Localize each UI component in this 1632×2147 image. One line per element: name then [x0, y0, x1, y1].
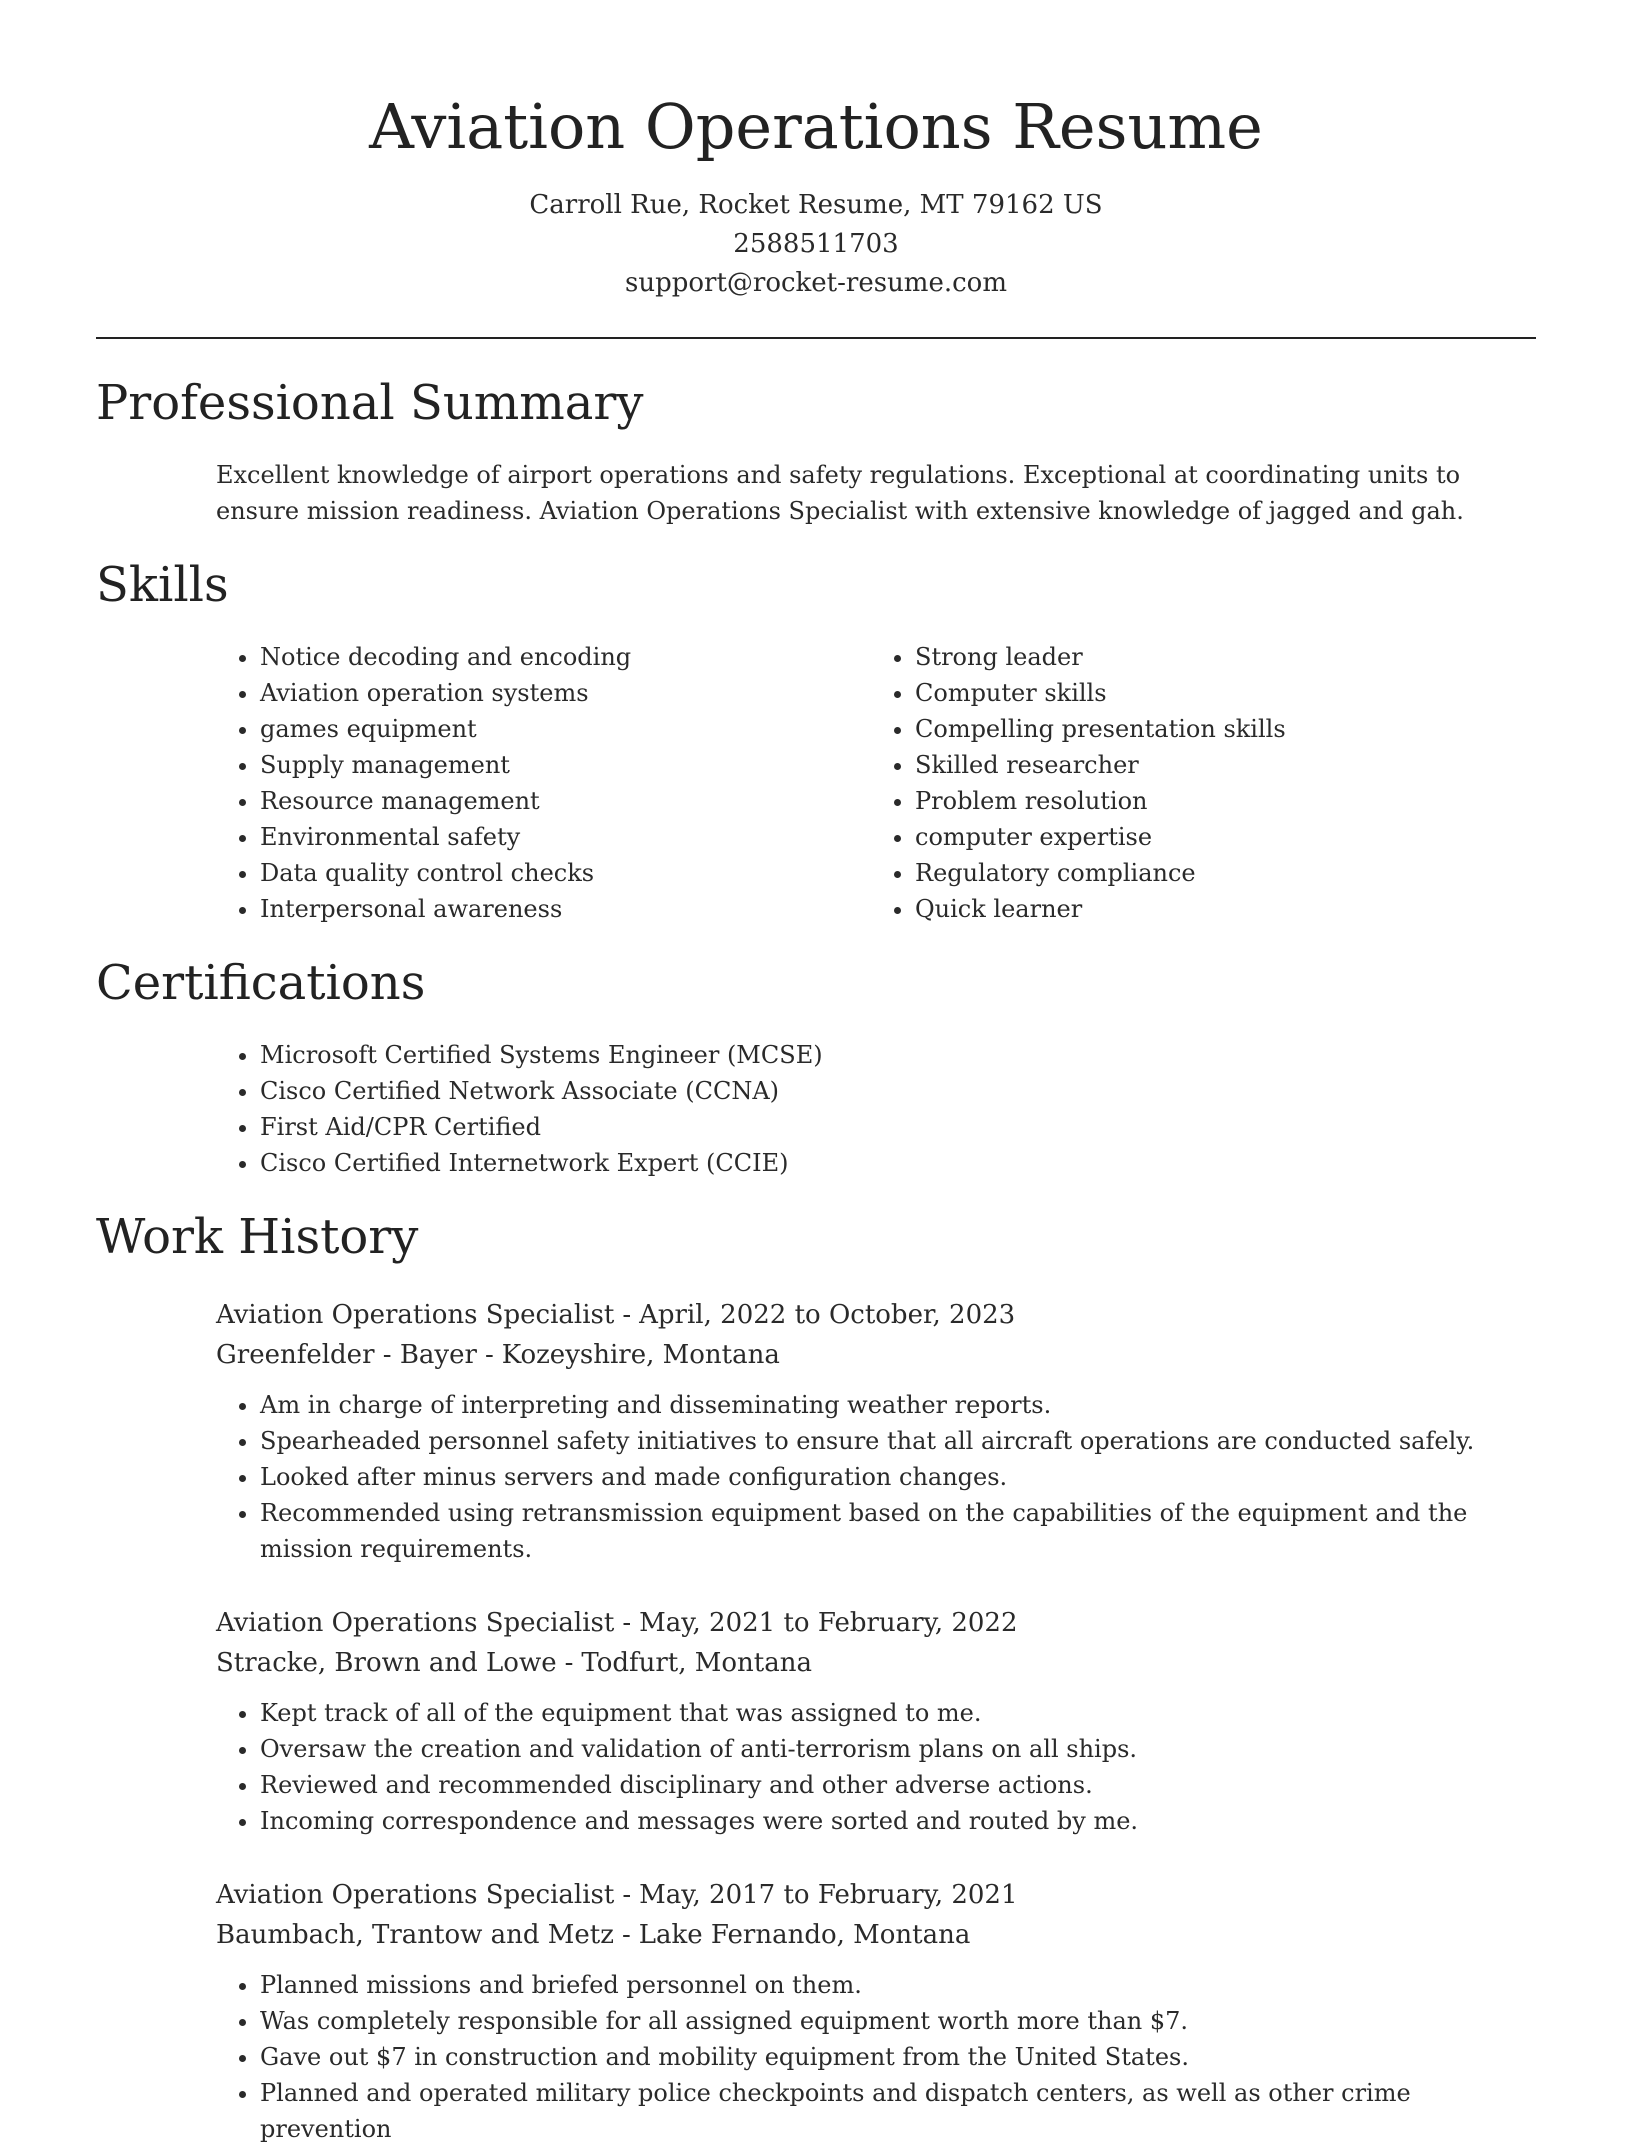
job-bullet: • Looked after minus servers and made configuration changes. [260, 1459, 1526, 1495]
job-bullet: • Recommended using retransmission equipment based on the capabilities of the equipment and the mission requirements. [260, 1495, 1526, 1567]
job-bullet-list [216, 1387, 1526, 1567]
job-location: Todfurt, Montana [581, 1648, 813, 1678]
job-title-line [216, 1875, 1526, 1915]
skill-item: • Notice decoding and encoding [260, 639, 871, 675]
job-bullet: • Planned and operated military police checkpoints and dispatch centers, as well as other crime prevention [260, 2075, 1526, 2147]
job-role: Aviation Operations Specialist [216, 1880, 615, 1910]
job-title-line [216, 1295, 1526, 1335]
certification-item: • Microsoft Certified Systems Engineer (MCSE) [260, 1037, 1526, 1073]
skills-columns [216, 639, 1526, 927]
certifications-heading: Certifications [96, 955, 426, 1011]
job-company: Greenfelder - Bayer [216, 1340, 477, 1370]
separator: - [621, 1920, 631, 1950]
job-entry [216, 1295, 1526, 1567]
contact-phone: 2588511703 [733, 229, 899, 259]
skill-item: • Data quality control checks [260, 855, 871, 891]
job-bullet: • Gave out $7 in construction and mobility equipment from the United States. [260, 2039, 1526, 2075]
job-title-line [216, 1603, 1526, 1643]
separator: - [622, 1880, 632, 1910]
job-role: Aviation Operations Specialist [216, 1608, 615, 1638]
skill-item: • Strong leader [915, 639, 1526, 675]
job-bullet: • Incoming correspondence and messages were sorted and routed by me. [260, 1803, 1526, 1839]
job-bullet: • Am in charge of interpreting and disseminating weather reports. [260, 1387, 1526, 1423]
skill-item: • Problem resolution [915, 783, 1526, 819]
work-history-heading: Work History [96, 1209, 419, 1265]
separator: - [622, 1608, 632, 1638]
job-dates: May, 2021 to February, 2022 [639, 1608, 1018, 1638]
job-company-line [216, 1915, 1526, 1955]
resume-title: Aviation Operations Resume [369, 90, 1263, 163]
job-location: Lake Fernando, Montana [638, 1920, 971, 1950]
job-company-line [216, 1643, 1526, 1683]
resume-page [96, 0, 1536, 2147]
skill-item: • games equipment [260, 711, 871, 747]
contact-email: support@rocket-resume.com [624, 268, 1007, 298]
skills-list-right [871, 639, 1526, 927]
job-dates: April, 2022 to October, 2023 [639, 1300, 1016, 1330]
job-bullet-list [216, 1967, 1526, 2147]
certifications-list [216, 1037, 1526, 1181]
skill-item: • Interpersonal awareness [260, 891, 871, 927]
job-role: Aviation Operations Specialist [216, 1300, 615, 1330]
skill-item: • computer expertise [915, 819, 1526, 855]
skill-item: • Aviation operation systems [260, 675, 871, 711]
job-entry [216, 1875, 1526, 2147]
skills-list-left [216, 639, 871, 927]
contact-block [96, 186, 1536, 303]
separator: - [564, 1648, 574, 1678]
work-history-section [96, 1205, 1536, 2147]
header-divider [96, 337, 1536, 339]
job-bullet-list [216, 1695, 1526, 1839]
skills-section [96, 553, 1536, 927]
skill-item: • Compelling presentation skills [915, 711, 1526, 747]
job-location: Kozeyshire, Montana [501, 1340, 780, 1370]
resume-header [96, 0, 1536, 303]
summary-text: Excellent knowledge of airport operations and safety regulations. Exceptional at coordinating units to ensure mission readiness. Aviation Operations Specialist with extensive knowledge of jagged and gah. [216, 461, 1464, 525]
job-bullet: • Planned missions and briefed personnel on them. [260, 1967, 1526, 2003]
contact-address: Carroll Rue, Rocket Resume, MT 79162 US [529, 190, 1103, 220]
job-bullet: • Was completely responsible for all assigned equipment worth more than $7. [260, 2003, 1526, 2039]
skill-item: • Resource management [260, 783, 871, 819]
skill-item: • Quick learner [915, 891, 1526, 927]
skill-item: • Environmental safety [260, 819, 871, 855]
skill-item: • Skilled researcher [915, 747, 1526, 783]
job-company: Stracke, Brown and Lowe [216, 1648, 557, 1678]
certification-item: • Cisco Certified Network Associate (CCNA) [260, 1073, 1526, 1109]
skill-item: • Supply management [260, 747, 871, 783]
job-company-line [216, 1335, 1526, 1375]
job-bullet: • Reviewed and recommended disciplinary and other adverse actions. [260, 1767, 1526, 1803]
separator: - [484, 1340, 494, 1370]
certification-item: • First Aid/CPR Certified [260, 1109, 1526, 1145]
job-company: Baumbach, Trantow and Metz [216, 1920, 614, 1950]
job-bullet: • Kept track of all of the equipment that was assigned to me. [260, 1695, 1526, 1731]
separator: - [622, 1300, 632, 1330]
skill-item: • Computer skills [915, 675, 1526, 711]
summary-section [96, 371, 1536, 529]
skills-heading: Skills [96, 557, 229, 613]
job-bullet: • Spearheaded personnel safety initiatives to ensure that all aircraft operations are conducted safely. [260, 1423, 1526, 1459]
job-dates: May, 2017 to February, 2021 [639, 1880, 1018, 1910]
job-bullet: • Oversaw the creation and validation of anti-terrorism plans on all ships. [260, 1731, 1526, 1767]
job-entry [216, 1603, 1526, 1839]
summary-heading: Professional Summary [96, 375, 644, 431]
skill-item: • Regulatory compliance [915, 855, 1526, 891]
certifications-section [96, 951, 1536, 1181]
certification-item: • Cisco Certified Internetwork Expert (CCIE) [260, 1145, 1526, 1181]
